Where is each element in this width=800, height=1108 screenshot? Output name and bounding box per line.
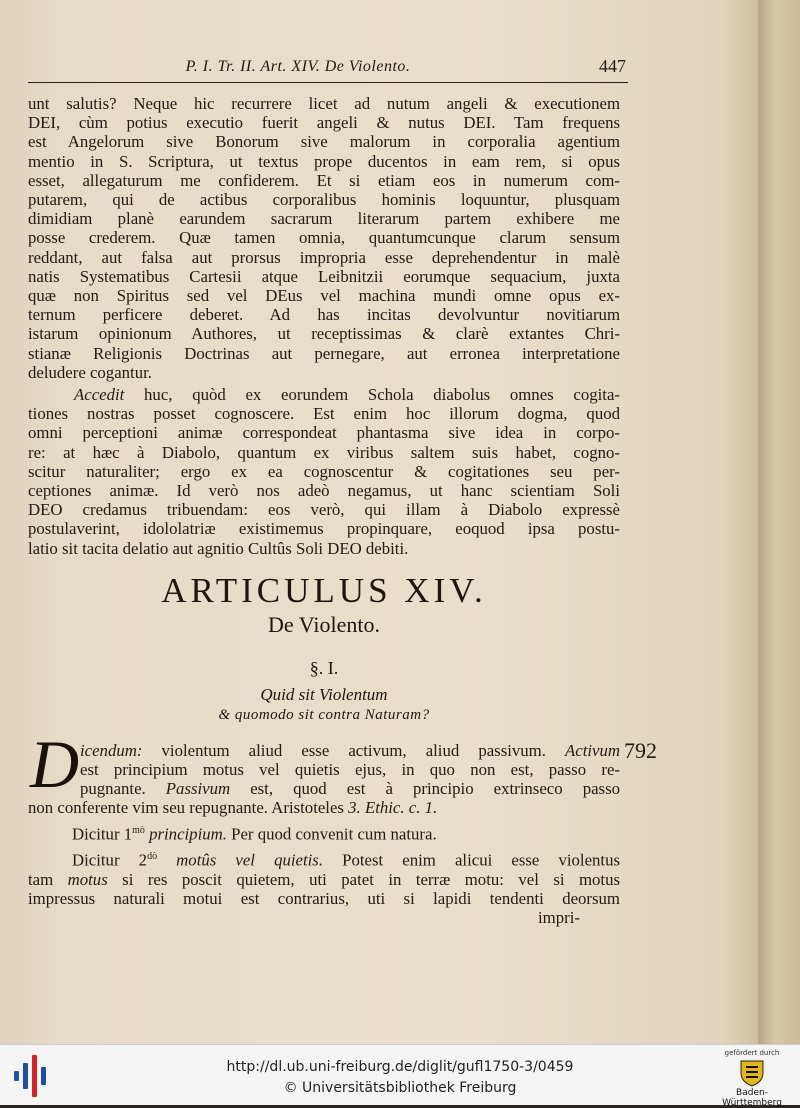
text-line: natis Systematibus Cartesii atque Leibnitzii eorumque sequacium, juxta [28, 266, 620, 286]
running-head [28, 58, 628, 83]
text-line: istarum opinionum Authores, ut receptissimas & clarè extantes Chri- [28, 324, 620, 344]
text-run: pugnante. [80, 779, 166, 799]
text-line: posse crederem. Quæ tamen omnia, quantumcunque clarum sensum [28, 228, 620, 248]
sponsor-caption: gefördert durch [724, 1049, 780, 1057]
text-run: principium. [144, 824, 227, 844]
text-line: DEI, cùm potius executio fuerit angeli & nutus DEI. Tam frequens [28, 113, 620, 133]
text-run: est, quod est à principio extrinseco passo [230, 779, 620, 799]
text-line: scitur naturaliter; ergo ex ea cognoscentur & cogitationes seu per- [28, 461, 620, 481]
text-run: Dicitur 1 [72, 824, 133, 844]
page-number: 447 [599, 56, 626, 76]
text-run: 3. Ethic. c. 1. [348, 798, 438, 817]
text-run: tam [28, 869, 68, 889]
text-run: icendum: [80, 741, 143, 760]
text-run: Potest enim alicui esse violentus [323, 850, 620, 870]
text-line: dimidiam planè earundem sacrarum literarum partem exhibere me [28, 209, 620, 229]
text-line: unt salutis? Neque hic recurrere licet ad nutum angeli & executionem [28, 94, 620, 113]
text-line: latio sit tacita delatio aut agnitio Cultûs Soli DEO debiti. [28, 538, 409, 558]
text-run: Passivum [165, 779, 231, 799]
text-run: Activum [565, 741, 620, 760]
text-run: Dicitur 2 [72, 850, 148, 870]
paragraph-1 [28, 94, 620, 382]
paragraph-2 [28, 385, 620, 558]
page-edge [758, 0, 800, 1044]
section-question-1: Quid sit Violentum [260, 685, 388, 704]
text-line: ternum perficere deberet. Ad has incitas devolvuntur novitiarum [28, 305, 620, 325]
section-question-2: & quomodo sit contra Naturam? [218, 707, 430, 723]
text-run: non conferente vim seu repugnante. Aristoteles [28, 798, 349, 817]
text-line [80, 779, 620, 798]
text-line [80, 741, 620, 760]
text-line: omni perceptioni animæ correspondeat phantasma sive idea in corpo- [28, 423, 620, 443]
text-line: putarem, qui de actibus corporalibus hominis loquuntur, plusquam [28, 190, 620, 210]
margin-number: 792 [624, 738, 657, 763]
article-subtitle: De Violento. [268, 612, 380, 637]
text-run: motus [67, 869, 108, 889]
text-run: mò [132, 825, 145, 837]
text-run: motûs vel quietis. [157, 850, 324, 870]
viewer-footer [0, 1044, 800, 1108]
copyright-notice: © Universitätsbibliothek Freiburg [283, 1080, 517, 1096]
text-line [28, 870, 620, 889]
text-line: postulaverint, idololatriæ existimemus propinquare, eoquod ipsa postu- [28, 519, 620, 539]
text-line [28, 385, 620, 404]
text-run: si res poscit quietem, uti patet in terræ motu: vel si motus [107, 869, 621, 889]
text-line: mentio in S. Scriptura, ut textus prope ducentos in eam rem, si opus [28, 151, 620, 171]
sponsor-name: Baden-Württemberg [722, 1088, 782, 1108]
text-run: violentum aliud esse activum, aliud passivum. [142, 741, 566, 760]
drop-cap: D [30, 726, 80, 802]
baden-wuerttemberg-crest-icon [739, 1059, 765, 1087]
text-run: Per quod convenit cum natura. [226, 824, 437, 844]
text-line: re: at hæc à Diabolo, quantum ex viribus saltem suis habet, cogno- [28, 442, 620, 462]
catchword: impri- [538, 908, 580, 928]
text-line: stianæ Religionis Doctrinas aut pernegare, aut erronea interpretatione [28, 343, 620, 363]
text-line [28, 847, 620, 870]
text-line: deludere cogantur. [28, 362, 152, 382]
article-title: ARTICULUS XIV. [161, 571, 487, 610]
text-line: esset, allegaturum me confiderem. Et si etiam eos in numerum com- [28, 170, 620, 190]
running-head-title: P. I. Tr. II. Art. XIV. De Violento. [185, 58, 411, 75]
text-line: est principium motus vel quietis ejus, in quo non est, passo re- [80, 760, 620, 780]
text-line: DEO credamus tribuendam: eos verò, qui illam à Diabolo expressè [28, 500, 620, 520]
body-lines-indented [80, 741, 620, 799]
body-lines [28, 798, 620, 927]
text-line [28, 798, 620, 817]
text-line: impressus naturali motui est contrarius, uti si lapidi tendenti deorsum [28, 889, 620, 908]
text-line: tiones nostras posset cognoscere. Est enim hoc illorum dogma, quod [28, 404, 620, 424]
text-line: reddant, aut falsa aut prorsus impropria esse deprehendentur in malè [28, 247, 620, 267]
section-number: §. I. [309, 658, 339, 678]
permalink-url[interactable]: http://dl.ub.uni-freiburg.de/diglit/gufl1750-3/0459 [226, 1059, 574, 1075]
text-line [28, 821, 620, 844]
text-run: huc, quòd ex eorundem Schola diabolus omnes cogita- [124, 385, 620, 404]
text-run: dò [147, 851, 158, 862]
sponsor-logo [712, 1049, 792, 1108]
text-line: ceptiones animæ. Id verò nos adeò negamus, ut hanc scientiam Soli [28, 481, 620, 501]
text-line: quæ non Spiritus sed vel DEus vel machina mundi omne opus ex- [28, 286, 620, 306]
text-line: est Angelorum sive Bonorum sive malorum in corporalia agentium [28, 132, 620, 152]
lead-word: Accedit [74, 385, 125, 404]
